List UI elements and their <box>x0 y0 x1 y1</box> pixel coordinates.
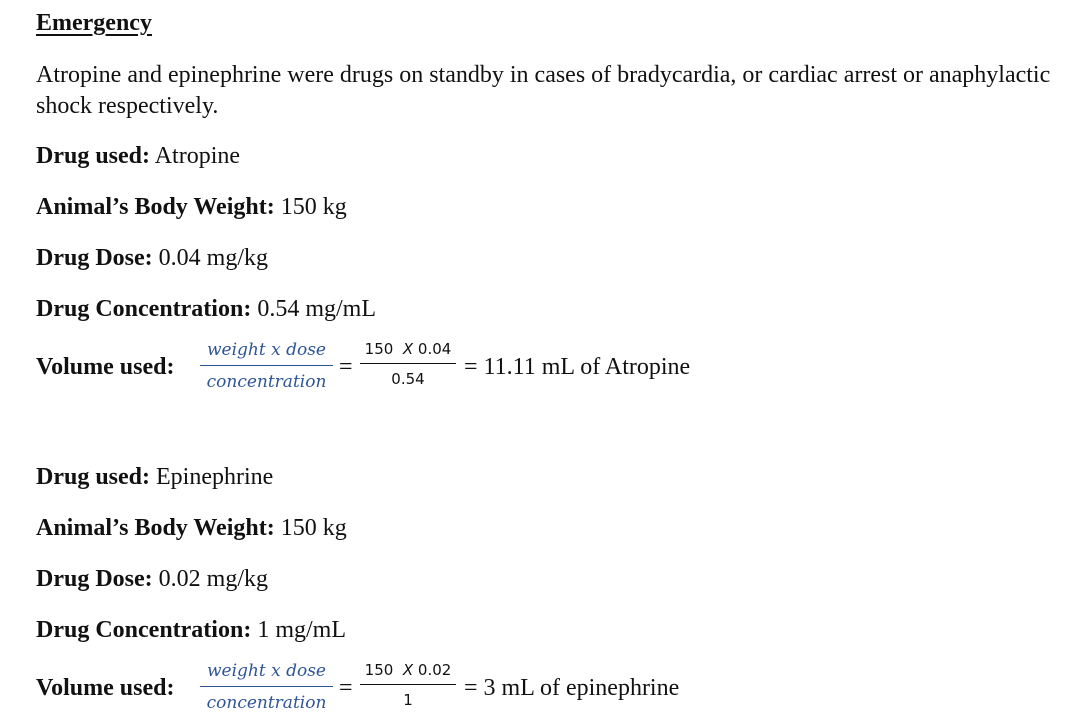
field-label: Animal’s Body Weight: <box>36 194 275 220</box>
field-label: Drug Concentration: <box>36 617 252 643</box>
drug-concentration-line <box>36 617 346 644</box>
field-value: 1 mg/mL <box>257 617 346 643</box>
calc-dose: 0.04 <box>417 340 452 358</box>
formula-denominator: concentration <box>206 372 327 392</box>
calc-dose: 0.02 <box>417 661 452 679</box>
drug-used-line <box>36 464 273 491</box>
field-label: Drug Concentration: <box>36 296 252 322</box>
calc-weight: 150 <box>364 661 394 679</box>
fraction-bar <box>200 686 333 687</box>
field-label: Drug Dose: <box>36 245 153 271</box>
calculation-fraction <box>360 661 456 709</box>
equals-sign: = <box>339 354 353 380</box>
volume-used-equation <box>36 340 1036 400</box>
field-label: Drug used: <box>36 464 151 490</box>
drug-used-line <box>36 143 240 170</box>
field-value: 150 kg <box>280 515 347 541</box>
intro-paragraph: Atropine and epinephrine were drugs on standby in cases of bradycardia, or cardiac arrest or anaphylactic shock respectively. <box>36 62 1051 119</box>
drug-dose-line <box>36 566 268 593</box>
field-value: 0.54 mg/mL <box>257 296 376 322</box>
formula-denominator: concentration <box>206 693 327 713</box>
body-weight-line <box>36 194 347 221</box>
field-label: Drug used: <box>36 143 151 169</box>
section-heading: Emergency <box>36 10 152 36</box>
field-value: Epinephrine <box>156 464 274 490</box>
field-value: 150 kg <box>280 194 347 220</box>
calc-multiply: X <box>402 661 414 679</box>
formula-numerator: weight x dose <box>206 661 326 681</box>
field-label: Animal’s Body Weight: <box>36 515 275 541</box>
field-value: 0.02 mg/kg <box>158 566 268 592</box>
formula-numerator: weight x dose <box>206 340 326 360</box>
field-value: Atropine <box>154 143 241 169</box>
drug-concentration-line <box>36 296 376 323</box>
fraction-bar <box>200 365 333 366</box>
formula-fraction <box>200 340 333 392</box>
body-weight-line <box>36 515 347 542</box>
volume-result: = 11.11 mL of Atropine <box>464 354 691 380</box>
field-value: 0.04 mg/kg <box>158 245 268 271</box>
calculation-numerator <box>360 661 456 679</box>
volume-result: = 3 mL of epinephrine <box>464 675 680 701</box>
volume-used-equation <box>36 661 1036 721</box>
formula-fraction <box>200 661 333 713</box>
volume-label: Volume used: <box>36 675 175 701</box>
drug-dose-line <box>36 245 268 272</box>
equals-sign: = <box>339 675 353 701</box>
calc-weight: 150 <box>364 340 394 358</box>
calculation-fraction <box>360 340 456 388</box>
calc-multiply: X <box>402 340 414 358</box>
volume-label: Volume used: <box>36 354 175 380</box>
calculation-denominator: 1 <box>403 691 413 709</box>
fraction-bar <box>360 684 456 685</box>
fraction-bar <box>360 363 456 364</box>
field-label: Drug Dose: <box>36 566 153 592</box>
calculation-numerator <box>360 340 456 358</box>
calculation-denominator: 0.54 <box>391 370 425 388</box>
